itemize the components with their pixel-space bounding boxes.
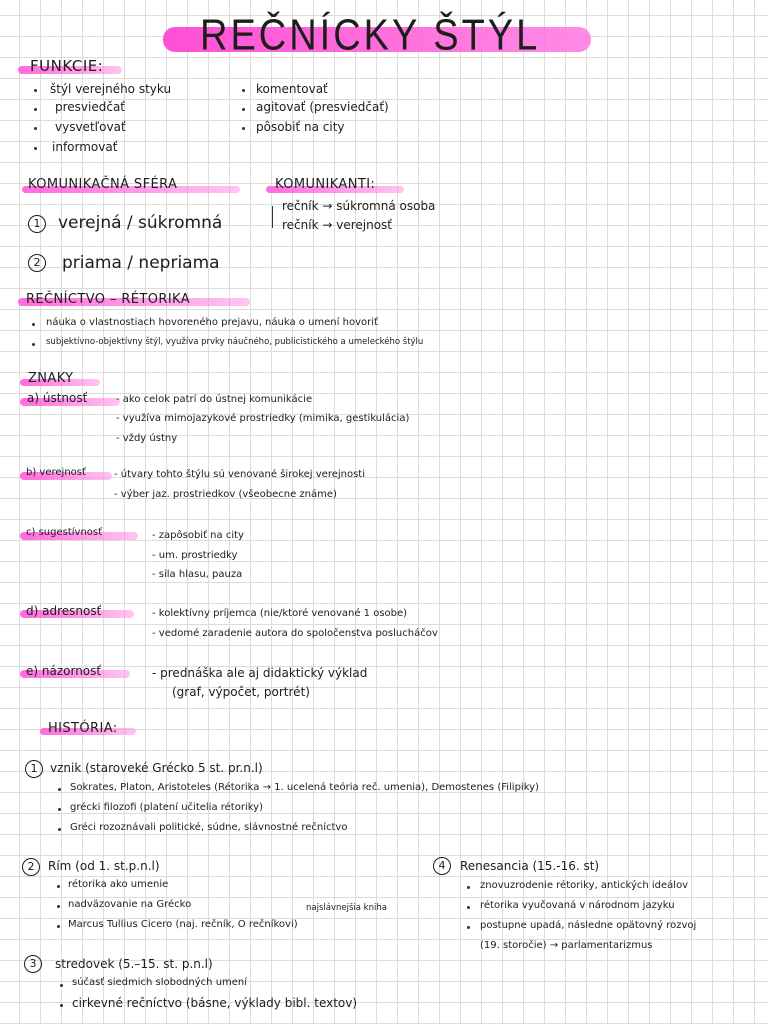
bullet: [57, 925, 60, 928]
number-circle: 2: [28, 254, 46, 272]
historia-renesancia-item: postupne upadá, následne opätovný rozvoj: [480, 920, 697, 931]
znak-d-item: - vedomé zaradenie autora do spoločenstva poslucháčov: [152, 628, 438, 639]
bullet: [34, 127, 37, 130]
znak-b-item: - útvary tohto štýlu sú venované širokej verejnosti: [114, 469, 366, 480]
historia-rim-item: Marcus Tullius Cicero (naj. rečník, O rečníkovi): [68, 919, 298, 930]
bullet: [60, 1004, 63, 1007]
znaky-heading: ZNAKY: [28, 371, 74, 386]
historia-stredovek: stredovek (5.–15. st. p.n.l): [55, 957, 213, 971]
znak-c-label: c) sugestívnosť: [26, 527, 103, 538]
znak-e-item: - prednáška ale aj didaktický výklad: [152, 666, 368, 680]
historia-heading: HISTÓRIA:: [48, 721, 118, 736]
bullet: [242, 127, 245, 130]
historia-renesancia: Renesancia (15.-16. st): [460, 859, 600, 873]
historia-vznik: vznik (staroveké Grécko 5 st. pr.n.l): [50, 761, 263, 775]
bracket: [272, 206, 273, 228]
znak-d-label: d) adresnosť: [26, 604, 102, 618]
bullet: [34, 147, 37, 150]
znak-a-label: a) ústnosť: [27, 391, 88, 405]
bullet: [467, 926, 470, 929]
znak-c-item: - zapôsobiť na city: [152, 530, 244, 541]
historia-rim-note: najslávnejšia kniha: [306, 903, 387, 913]
bullet: [34, 89, 37, 92]
znak-d-item: - kolektívny príjemca (nie/ktoré venované 1 osobe): [152, 608, 408, 619]
recnictvo-line-1: náuka o vlastnostiach hovoreného prejavu, náuka o umení hovoriť: [46, 317, 378, 328]
znak-a-item: - využíva mimojazykové prostriedky (mimika, gestikulácia): [116, 413, 410, 424]
komunikanti-heading: KOMUNIKANTI:: [275, 177, 376, 192]
bullet: [58, 808, 61, 811]
bullet: [242, 89, 245, 92]
znak-a-item: - ako celok patrí do ústnej komunikácie: [116, 394, 313, 405]
number-circle: 2: [22, 858, 40, 876]
bullet: [60, 984, 63, 987]
sfera-item-2: priama / nepriama: [62, 253, 220, 273]
historia-vznik-item: Sokrates, Platon, Aristoteles (Rétorika → 1. ucelená teória reč. umenia), Demostenes (Filipiky): [70, 782, 539, 793]
bullet: [242, 108, 245, 111]
funkcie-heading: FUNKCIE:: [30, 57, 104, 75]
znak-b-item: - výber jaz. prostriedkov (všeobecne známe): [114, 489, 337, 500]
bullet: [467, 886, 470, 889]
znak-a-item: - vždy ústny: [116, 433, 178, 444]
funkcie-right-item: komentovať: [256, 82, 328, 96]
znak-e-item: (graf, výpočet, portrét): [172, 685, 310, 699]
znak-e-label: e) názornosť: [26, 664, 102, 678]
number-circle: 3: [24, 955, 42, 973]
funkcie-right-item: agitovať (presviedčať): [256, 100, 389, 114]
recnictvo-line-2: subjektívno-objektívny štýl, využíva prvky náučného, publicistického a umeleckého štýlu: [46, 337, 424, 347]
funkcie-left-item: informovať: [52, 140, 118, 154]
bullet: [467, 906, 470, 909]
number-circle: 1: [25, 760, 43, 778]
bullet: [57, 885, 60, 888]
number-circle: 1: [28, 215, 46, 233]
sfera-heading: KOMUNIKAČNÁ SFÉRA: [28, 177, 178, 192]
funkcie-right-item: pôsobiť na city: [256, 120, 345, 134]
funkcie-left-item: presviedčať: [55, 100, 126, 114]
bullet: [34, 108, 37, 111]
bullet: [58, 788, 61, 791]
funkcie-left-item: štýl verejného styku: [50, 82, 172, 96]
historia-renesancia-item: (19. storočie) → parlamentarizmus: [480, 940, 653, 951]
historia-vznik-item: Gréci rozoznávali politické, súdne, slávnostné rečníctvo: [70, 822, 348, 833]
historia-stredovek-item: súčasť siedmich slobodných umení: [72, 977, 248, 988]
bullet: [57, 905, 60, 908]
sfera-item-1: verejná / súkromná: [58, 213, 223, 233]
historia-vznik-item: grécki filozofi (platení učitelia rétoriky): [70, 802, 263, 813]
znak-c-item: - sila hlasu, pauza: [152, 569, 243, 580]
historia-renesancia-item: znovuzrodenie rétoriky, antických ideálov: [480, 880, 689, 891]
bullet: [58, 828, 61, 831]
historia-rim-item: rétorika ako umenie: [68, 879, 169, 890]
znak-c-item: - um. prostriedky: [152, 550, 238, 561]
number-circle: 4: [433, 857, 451, 875]
historia-renesancia-item: rétorika vyučovaná v národnom jazyku: [480, 900, 675, 911]
komunikanti-line-1: rečník → súkromná osoba: [282, 199, 436, 213]
bullet: [32, 323, 35, 326]
recnictvo-heading: REČNÍCTVO – RÉTORIKA: [26, 292, 191, 307]
znak-b-label: b) verejnosť: [26, 467, 86, 478]
page-title: REČNÍCKY ŠTÝL: [200, 11, 541, 60]
bullet: [32, 343, 35, 346]
historia-stredovek-item: cirkevné rečníctvo (básne, výklady bibl. textov): [72, 996, 358, 1010]
komunikanti-line-2: rečník → verejnosť: [282, 218, 392, 232]
historia-rim: Rím (od 1. st.p.n.l): [48, 859, 160, 873]
funkcie-left-item: vysvetľovať: [55, 120, 126, 134]
historia-rim-item: nadväzovanie na Grécko: [68, 899, 192, 910]
